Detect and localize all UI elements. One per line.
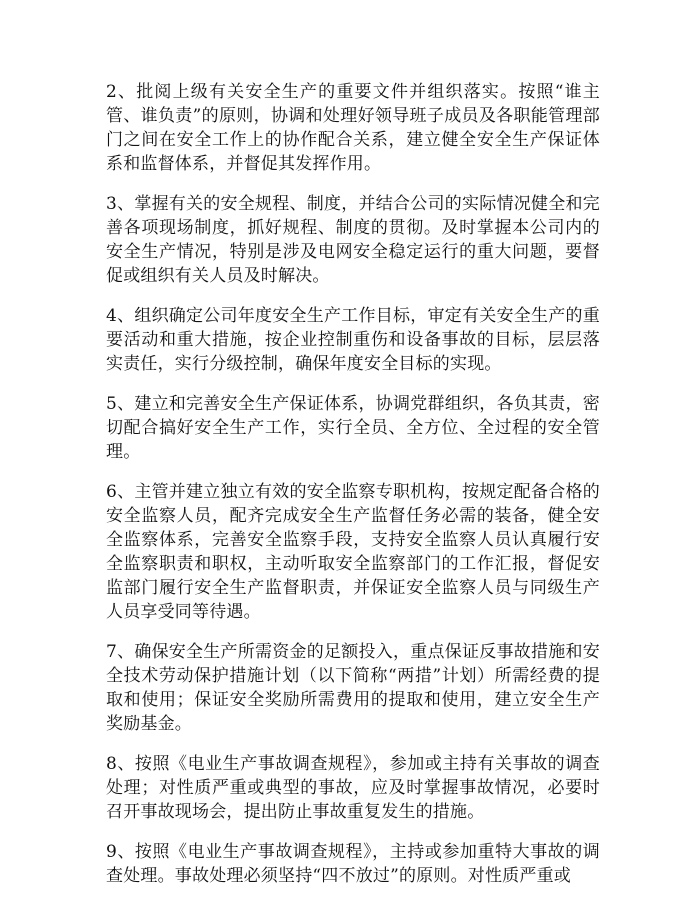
paragraph-item-2: 2、批阅上级有关安全生产的重要文件并组织落实。按照“谁主管、谁负责”的原则，协调和处理好领导班子成员及各职能管理部门之间在安全工作上的协作配合关系，建立健全安全生产保证体系和监督体系，并督促其发挥作用。 bbox=[106, 82, 600, 174]
paragraph-item-9: 9、按照《电业生产事故调查规程》，主持或参加重特大事故的调查处理。事故处理必须坚持“四不放过”的原则。对性质严重或 bbox=[106, 842, 600, 886]
paragraph-item-5: 5、建立和完善安全生产保证体系，协调党群组织，各负其责，密切配合搞好安全生产工作，实行全员、全方位、全过程的安全管理。 bbox=[106, 394, 600, 462]
paragraph-item-3: 3、掌握有关的安全规程、制度，并结合公司的实际情况健全和完善各项现场制度，抓好规程、制度的贯彻。及时掌握本公司内的安全生产情况，特别是涉及电网安全稳定运行的重大问题，要督促或组织有关人员及时解决。 bbox=[106, 194, 600, 286]
paragraph-item-8: 8、按照《电业生产事故调查规程》，参加或主持有关事故的调查处理；对性质严重或典型的事故，应及时掌握事故情况，必要时召开事故现场会，提出防止事故重复发生的措施。 bbox=[106, 754, 600, 822]
document-body bbox=[106, 80, 600, 904]
paragraph-item-6: 6、主管并建立独立有效的安全监察专职机构，按规定配备合格的安全监察人员，配齐完成安全生产监督任务必需的装备，健全安全监察体系，完善安全监察手段，支持安全监察人员认真履行安全监察职责和职权，主动听取安全监察部门的工作汇报，督促安监部门履行安全生产监督职责，并保证安全监察人员与同级生产人员享受同等待遇。 bbox=[106, 482, 600, 622]
paragraph-item-7: 7、确保安全生产所需资金的足额投入，重点保证反事故措施和安全技术劳动保护措施计划（以下简称“两措”计划）所需经费的提取和使用；保证安全奖励所需费用的提取和使用，建立安全生产奖励基金。 bbox=[106, 642, 600, 734]
paragraph-item-4: 4、组织确定公司年度安全生产工作目标，审定有关安全生产的重要活动和重大措施，按企业控制重伤和设备事故的目标，层层落实责任，实行分级控制，确保年度安全目标的实现。 bbox=[106, 306, 600, 374]
